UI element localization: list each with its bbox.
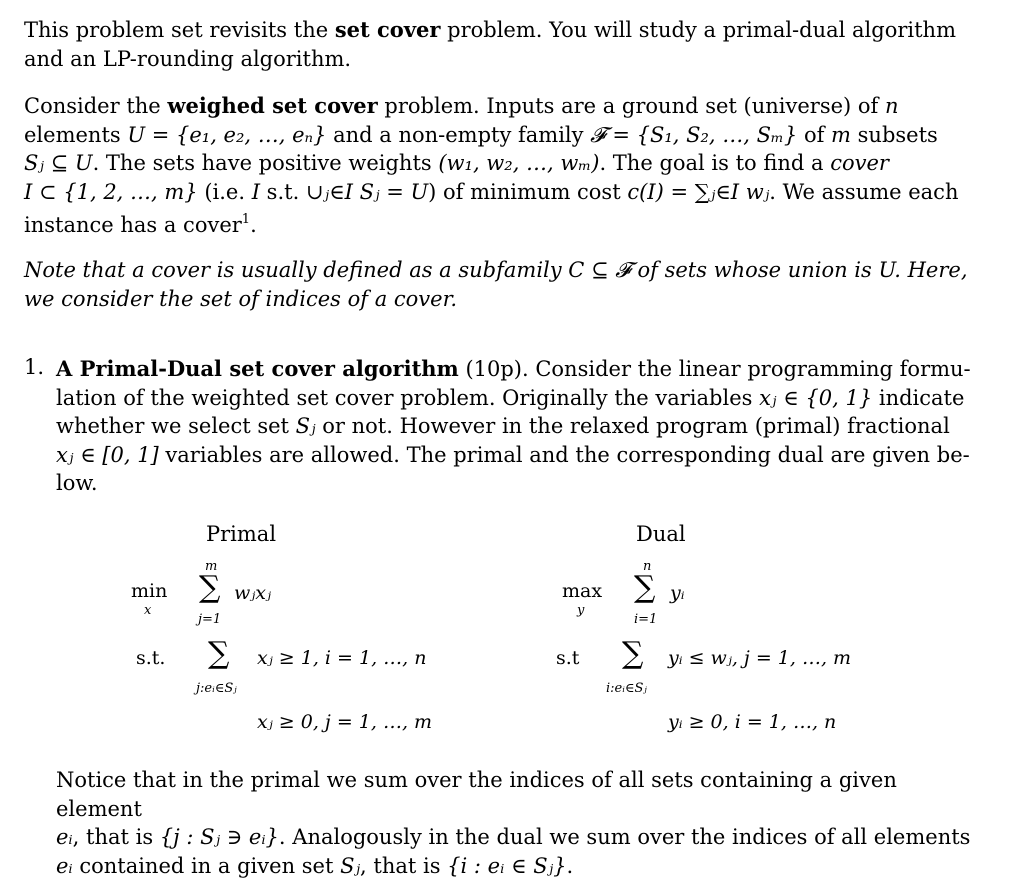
dual-objective: yᵢ	[670, 582, 685, 604]
note-text: Note that a cover is usually defined as a subfamily	[24, 258, 569, 282]
def-text: subsets	[850, 122, 938, 147]
def-text: (i.e.	[197, 179, 252, 204]
math-set-i: {i : eᵢ ∈ Sⱼ}	[447, 853, 567, 878]
notice-text: , that is	[72, 825, 160, 849]
math-weights: (w₁, w₂, …, wₘ)	[438, 151, 600, 175]
dual-sum-upper: n	[643, 559, 652, 574]
math-set-j: {j : Sⱼ ∋ eᵢ}	[159, 825, 279, 849]
math-family: 𝓕 = {S₁, S₂, …, Sₘ}	[590, 122, 798, 147]
dual-constraint: yᵢ ≤ wⱼ, j = 1, …, m	[668, 647, 852, 669]
footnote-marker[interactable]: 1	[241, 212, 251, 227]
def-text: .	[250, 213, 257, 237]
note-text: of sets whose union is	[630, 258, 879, 282]
primal-constraint: xⱼ ≥ 1, i = 1, …, n	[257, 647, 427, 669]
dual-st: s.t	[556, 647, 580, 669]
def-text: Consider the	[24, 94, 168, 118]
math-I: I	[251, 179, 260, 204]
item1-points: (10p).	[458, 357, 529, 381]
primal-sum-icon: ∑	[199, 570, 221, 605]
math-union: ∪ⱼ∈I Sⱼ = U	[305, 179, 429, 204]
def-text: . We assume each	[769, 179, 959, 204]
primal-con-sum-icon: ∑	[208, 636, 230, 671]
dual-con-subscript: i:eᵢ∈Sⱼ	[606, 681, 647, 696]
math-ei: eᵢ	[56, 825, 73, 849]
intro-text-2: problem. You will study a primal-dual algorithm	[440, 18, 956, 42]
intro-text: This problem set revisits the	[24, 18, 335, 42]
primal-st: s.t.	[136, 647, 166, 669]
dual-con-sum-icon: ∑	[622, 636, 644, 671]
primal-sum-upper: m	[205, 559, 218, 574]
dual-heading: Dual	[636, 522, 686, 546]
def-italic-cover: cover	[830, 151, 889, 175]
math-Sj: Sⱼ	[295, 414, 316, 438]
math-fractional-var: xⱼ ∈ [0, 1]	[56, 442, 159, 467]
math-ei: eᵢ	[56, 853, 73, 878]
def-text: of	[797, 122, 832, 147]
intro-line-2: and an LP-rounding algorithm.	[24, 46, 352, 71]
intro-bold-set-cover: set cover	[334, 17, 441, 42]
note-paragraph	[24, 256, 984, 313]
item1-title: A Primal-Dual set cover algorithm	[56, 356, 459, 381]
def-text: . The goal is to find a	[599, 151, 831, 175]
primal-min-subscript: x	[144, 603, 152, 618]
note-line-2: we consider the set of indices of a cover.	[24, 286, 457, 311]
primal-objective: wⱼxⱼ	[234, 582, 272, 604]
math-index-set: I ⊂ {1, 2, …, m}	[24, 179, 198, 204]
item1-text: indicate	[872, 385, 965, 410]
note-text: . Here,	[894, 258, 968, 282]
def-text: ) of minimum cost	[428, 179, 628, 204]
def-text: elements	[24, 122, 128, 147]
primal-nonneg: xⱼ ≥ 0, j = 1, …, m	[257, 711, 433, 733]
item1-paragraph	[56, 355, 978, 498]
intro-paragraph	[24, 16, 984, 73]
dual-max: max	[562, 580, 603, 602]
item1-text: variables are allowed. The primal and the corresponding dual are given be-	[158, 442, 970, 467]
math-Sj: Sⱼ	[340, 853, 361, 878]
math-cost: c(I) = ∑ⱼ∈I wⱼ	[627, 179, 770, 204]
def-text: s.t.	[260, 179, 306, 204]
primal-con-subscript: j:eᵢ∈Sⱼ	[196, 681, 237, 696]
dual-sum-icon: ∑	[634, 570, 656, 605]
math-n: n	[885, 94, 899, 118]
item1-text: or not. However in the relaxed program (primal) fractional	[315, 414, 950, 438]
dual-max-subscript: y	[577, 603, 585, 618]
notice-text: . Analogously in the dual we sum over the indices of all elements	[278, 825, 971, 849]
dual-sum-lower: i=1	[634, 612, 658, 627]
primal-sum-lower: j=1	[198, 612, 222, 627]
primal-min: min	[131, 580, 168, 602]
math-subfamily: C ⊆ 𝓕	[568, 258, 631, 282]
def-text: problem. Inputs are a ground set (universe) of	[377, 94, 885, 118]
notice-text: , that is	[360, 853, 448, 878]
primal-heading: Primal	[206, 522, 277, 546]
def-text: . The sets have positive weights	[92, 151, 439, 175]
notice-text: .	[566, 853, 574, 878]
item1-text: low.	[56, 471, 98, 495]
def-text: instance has a cover	[24, 213, 242, 237]
problem-definition-paragraph	[24, 92, 984, 240]
def-bold-weighed-set-cover: weighed set cover	[167, 93, 378, 118]
item1-text: Consider the linear programming formu-	[528, 357, 971, 381]
item-number: 1.	[24, 355, 45, 379]
item1-text: whether we select set	[56, 414, 296, 438]
def-text: and a non-empty family	[326, 122, 591, 147]
math-universe: U = {e₁, e₂, …, eₙ}	[127, 122, 327, 147]
math-binary-var: xⱼ ∈ {0, 1}	[759, 385, 873, 410]
notice-text: contained in a given set	[72, 853, 341, 878]
math-subset: Sⱼ ⊆ U	[24, 151, 93, 175]
dual-nonneg: yᵢ ≥ 0, i = 1, …, n	[668, 711, 837, 733]
notice-paragraph	[56, 766, 978, 880]
math-U: U	[878, 258, 895, 282]
item1-text: lation of the weighted set cover problem. Originally the variables	[56, 385, 760, 410]
notice-text: Notice that in the primal we sum over the indices of all sets containing a given element	[56, 768, 897, 821]
math-m: m	[831, 122, 851, 147]
